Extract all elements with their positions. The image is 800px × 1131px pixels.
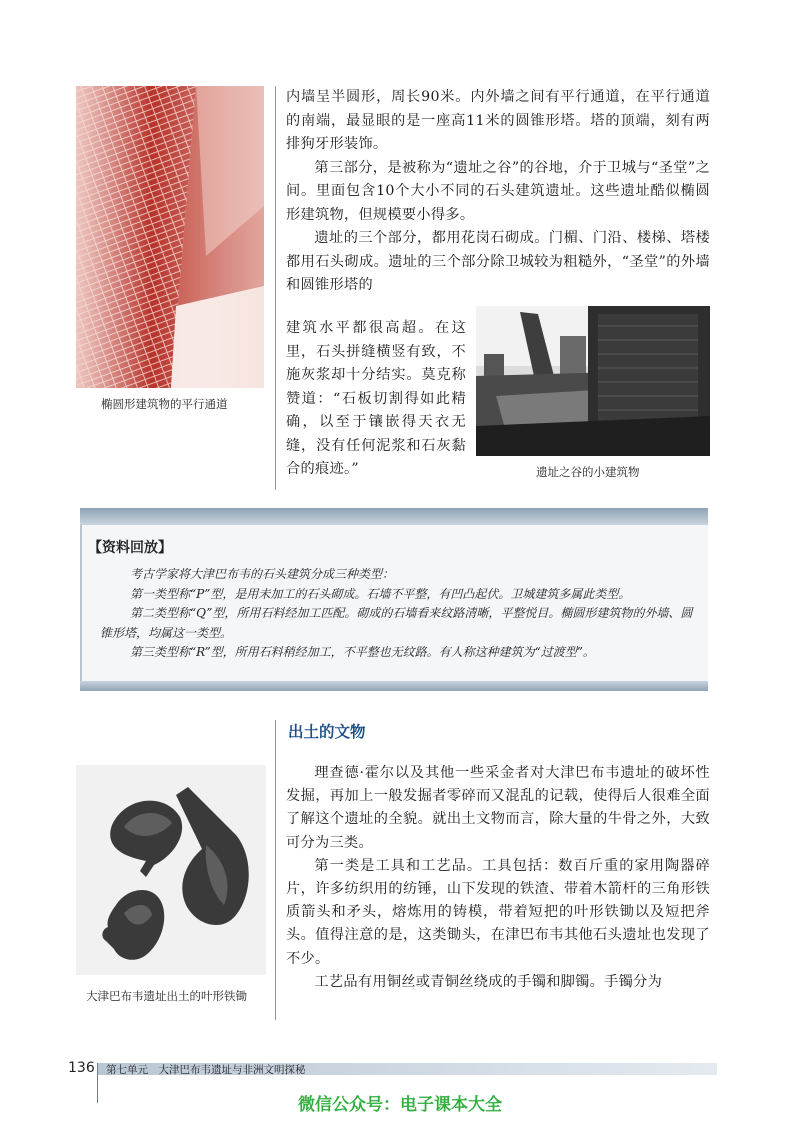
resource-box-left-bar <box>80 525 82 681</box>
column-divider <box>275 720 276 1020</box>
resource-box-top-bar <box>80 508 708 525</box>
resource-line: 第二类型称“Q”型，所用石料经加工匹配。砌成的石墙看来纹路清晰，平整悦目。椭圆形建筑物的外墙、圆锥形塔，均属这一类型。 <box>100 606 693 640</box>
resource-box-bottom-bar <box>80 681 708 691</box>
caption-valley-buildings: 遗址之谷的小建筑物 <box>536 465 640 479</box>
paragraph: 第三部分，是被称为“遗址之谷”的谷地，介于卫城与“圣堂”之间。里面包含10个大小不同的石头建筑遗址。这些遗址酷似椭圆形建筑物，但规模要小得多。 <box>286 159 710 223</box>
section-text-block <box>286 762 710 994</box>
resource-line: 考古学家将大津巴布韦的石头建筑分成三种类型： <box>130 567 395 581</box>
resource-box-text <box>100 565 696 663</box>
column-divider <box>275 86 276 490</box>
paragraph: 建筑水平都很高超。在这里，石头拼缝横竖有致，不施灰浆却十分结实。莫克称赞道：“石板切割得如此精确，以至于镶嵌得天衣无缝，没有任何泥浆和石灰黏合的痕迹。” <box>286 320 466 477</box>
paragraph: 遗址的三个部分，都用花岗石砌成。门楣、门沿、楼梯、塔楼都用石头砌成。遗址的三个部分除卫城较为粗糙外，“圣堂”的外墙和圆锥形塔的 <box>286 230 710 293</box>
resource-line: 第三类型称“R”型，所用石料稍经加工，不平整也无纹路。有人称这种建筑为“过渡型”。 <box>130 645 595 659</box>
paragraph: 理查德·霍尔以及其他一些采金者对大津巴布韦遗址的破坏性发掘，再加上一般发掘者零碎而又混乱的记载，使得后人很难全面了解这个遗址的全貌。就出土文物而言，除大量的牛骨之外，大致可分为三类。 <box>286 765 710 851</box>
caption-leaf-hoes: 大津巴布韦遗址出土的叶形铁锄 <box>86 989 247 1003</box>
unit-title: 第七单元 大津巴布韦遗址与非洲文明探秘 <box>106 1064 306 1076</box>
section-heading: 出土的文物 <box>288 723 366 741</box>
wrapped-text-block <box>286 317 466 482</box>
caption-parallel-passage: 椭圆形建筑物的平行通道 <box>101 397 228 411</box>
page-number: 136 <box>68 1060 95 1076</box>
resource-box-title: 【资料回放】 <box>88 540 172 556</box>
photo-valley-buildings <box>476 306 710 456</box>
top-text-block <box>286 86 710 298</box>
resource-line: 第一类型称“P”型，是用未加工的石头砌成。石墙不平整，有凹凸起伏。卫城建筑多属此类型。 <box>130 586 631 601</box>
photo-leaf-hoes <box>76 765 266 975</box>
watermark: 微信公众号：电子课本大全 <box>298 1095 502 1115</box>
paragraph: 工艺品有用铜丝或青铜丝绕成的手镯和脚镯。手镯分为 <box>314 973 663 990</box>
photo-parallel-passage <box>76 86 264 388</box>
paragraph: 第一类是工具和工艺品。工具包括：数百斤重的家用陶器碎片，许多纺织用的纺锤，山下发现的铁渣、带着木箭杆的三角形铁质箭头和矛头，熔炼用的铸模，带着短把的叶形铁锄以及短把斧头。值得注意的是，这类锄头，在津巴布韦其他石头遗址也发现了不少。 <box>286 857 710 967</box>
paragraph: 内墙呈半圆形，周长90米。内外墙之间有平行通道，在平行通道的南端，最显眼的是一座高11米的圆锥形塔。塔的顶端，刻有两排狗牙形装饰。 <box>286 89 710 152</box>
